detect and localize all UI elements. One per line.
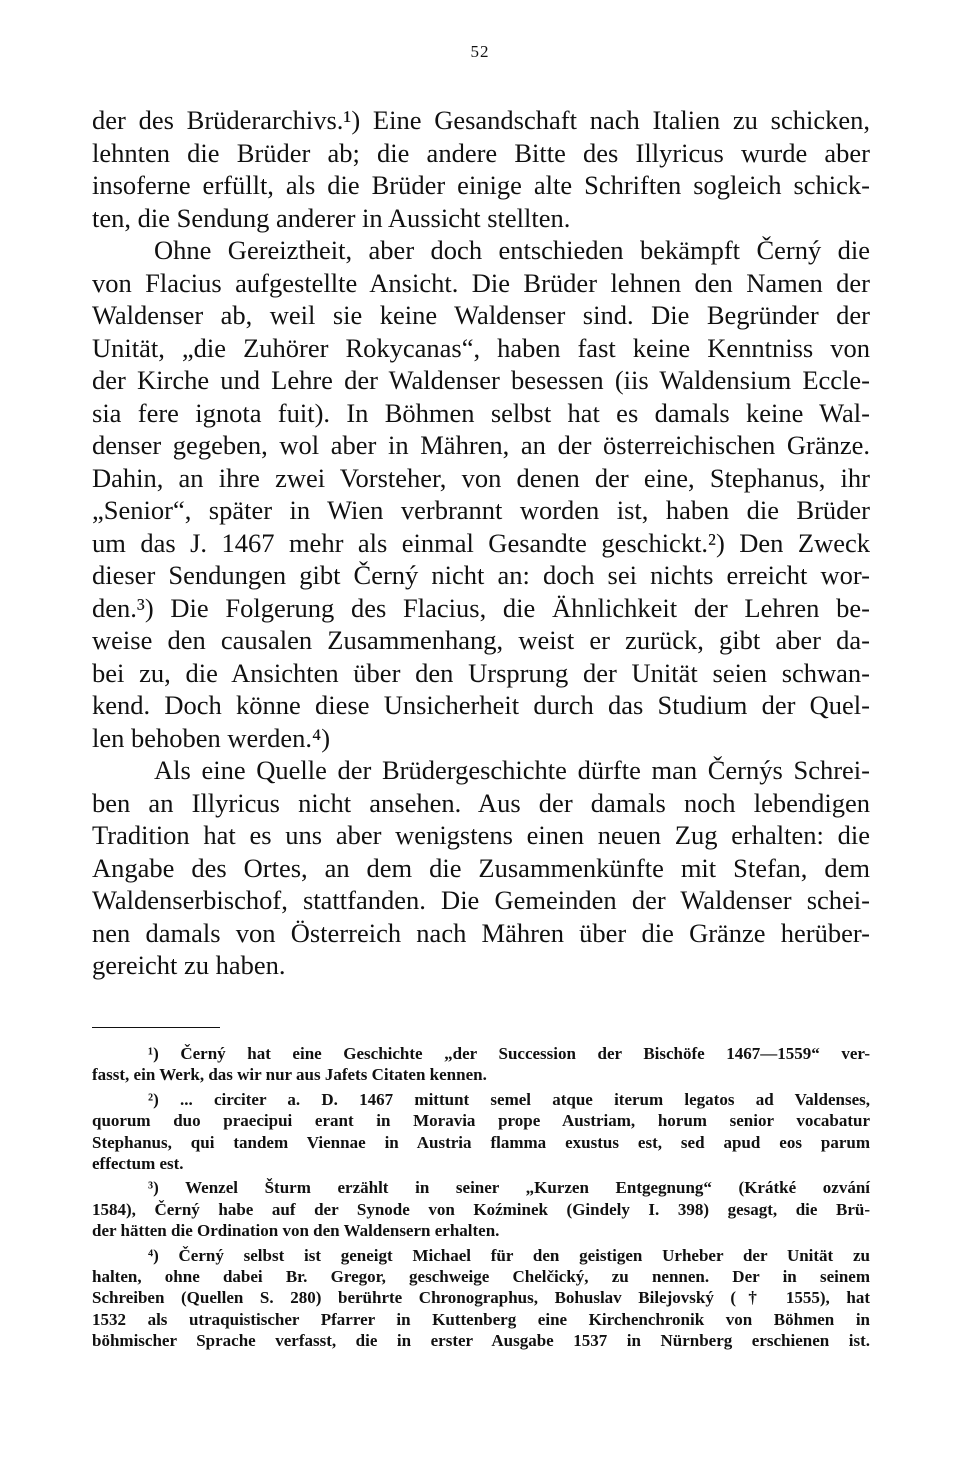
text-line: Unität, „die Zuhörer Rokycanas“, haben fast keine Kenntniss von (92, 332, 870, 363)
text-line: kend. Doch könne diese Unsicherheit durch das Studium der Quel- (92, 690, 870, 720)
footnote-line: quorum duo praecipui erant in Moravia prope Austriam, horum senior vocabatur (92, 1111, 870, 1131)
text-line: Tradition hat es uns aber wenigstens einen neuen Zug erhalten: die (92, 820, 870, 850)
footnote-line: Schreiben (Quellen S. 280) berührte Chronographus, Bohuslav Bilejovský († 1555), hat (92, 1288, 870, 1308)
text-line: Als eine Quelle der Brüdergeschichte dürfte man Černýs Schrei- (154, 755, 870, 785)
text-line: denser gegeben, wol aber in Mähren, an der österreichischen Gränze. (92, 430, 870, 460)
text-line: „Senior“, später in Wien verbrannt worden ist, haben die Brüder (92, 495, 870, 525)
page-number: 52 (470, 42, 490, 61)
footnote-line: fasst, ein Werk, das wir nur aus Jafets Citaten kennen. (92, 1065, 487, 1085)
text-line: sia fere ignota fuit). In Böhmen selbst hat es damals keine Wal- (92, 397, 870, 428)
footnote-line: ⁴) Černý selbst ist geneigt Michael für den geistigen Urheber der Unität zu (148, 1245, 870, 1265)
text-line: bei zu, die Ansichten über den Ursprung der Unität seien schwan- (92, 657, 870, 688)
footnote-line: 1584), Černý habe auf der Synode von Koźminek (Gindely I. 398) gesagt, die Brü- (92, 1199, 870, 1219)
footnote-3 (92, 1177, 870, 1241)
footnote-1 (92, 1043, 870, 1086)
text-line: len behoben werden.⁴) (92, 722, 331, 753)
footnote-line: 1532 als utraquistischer Pfarrer in Kuttenberg eine Kirchenchronik von Böhmen in (92, 1309, 870, 1329)
footnote-line: ³) Wenzel Šturm erzählt in seiner „Kurzen Entgegnung“ (Krátké ozvání (148, 1178, 870, 1198)
footnote-line: halten, ohne dabei Br. Gregor, geschweige Chelčický, zu nennen. Der in seinem (92, 1266, 870, 1286)
footnote-line: ²) ... circiter a. D. 1467 mittunt semel atque iterum legatos ad Valdenses, (148, 1089, 870, 1109)
footnote-separator (92, 1027, 220, 1028)
text-line: Waldenserbischof, stattfanden. Die Gemeinden der Waldenser schei- (92, 885, 870, 915)
text-line: der des Brüderarchivs.¹) Eine Gesandschaft nach Italien zu schicken, (92, 105, 870, 135)
footnote-4 (92, 1245, 870, 1352)
text-line: der Kirche und Lehre der Waldenser besessen (iis Waldensium Eccle- (92, 365, 870, 395)
footnote-2 (92, 1089, 870, 1175)
footnote-line: böhmischer Sprache verfasst, die in erster Ausgabe 1537 in Nürnberg erschienen ist. (92, 1331, 870, 1351)
footnote-line: der hätten die Ordination von den Waldensern erhalten. (92, 1221, 500, 1241)
text-line: um das J. 1467 mehr als einmal Gesandte geschickt.²) Den Zweck (92, 527, 870, 558)
footnotes (92, 1043, 870, 1354)
text-line: Ohne Gereiztheit, aber doch entschieden bekämpft Černý die (154, 235, 870, 265)
footnote-line: Stephanus, qui tandem Viennae in Austria flamma exustus est, sed apud eos parum (92, 1132, 870, 1152)
text-line: Angabe des Ortes, an dem die Zusammenkünfte mit Stefan, dem (92, 852, 870, 883)
text-line: insoferne erfüllt, als die Brüder einige alte Schriften sogleich schick- (92, 170, 870, 200)
text-line: lehnten die Brüder ab; die andere Bitte des Illyricus wurde aber (92, 137, 870, 168)
text-line: ben an Illyricus nicht ansehen. Aus der damals noch lebendigen (92, 787, 870, 818)
text-line: gereicht zu haben. (92, 950, 286, 980)
text-line: ten, die Sendung anderer in Aussicht stellten. (92, 202, 571, 233)
text-line: nen damals von Österreich nach Mähren über die Gränze herüber- (92, 917, 870, 948)
main-text (92, 104, 870, 982)
footnote-line: effectum est. (92, 1153, 184, 1173)
footnote-line: ¹) Černý hat eine Geschichte „der Succession der Bischöfe 1467—1559“ ver- (148, 1044, 870, 1063)
text-line: den.³) Die Folgerung des Flacius, die Ähnlichkeit der Lehren be- (92, 592, 870, 623)
text-line: Dahin, an ihre zwei Vorsteher, von denen der eine, Stephanus, ihr (92, 462, 870, 493)
text-line: dieser Sendungen gibt Černý nicht an: doch sei nichts erreicht wor- (92, 560, 870, 590)
text-line: weise den causalen Zusammenhang, weist er zurück, gibt aber da- (92, 625, 870, 655)
text-line: von Flacius aufgestellte Ansicht. Die Brüder lehnen den Namen der (92, 267, 870, 298)
text-line: Waldenser ab, weil sie keine Waldenser sind. Die Begründer der (92, 300, 870, 330)
